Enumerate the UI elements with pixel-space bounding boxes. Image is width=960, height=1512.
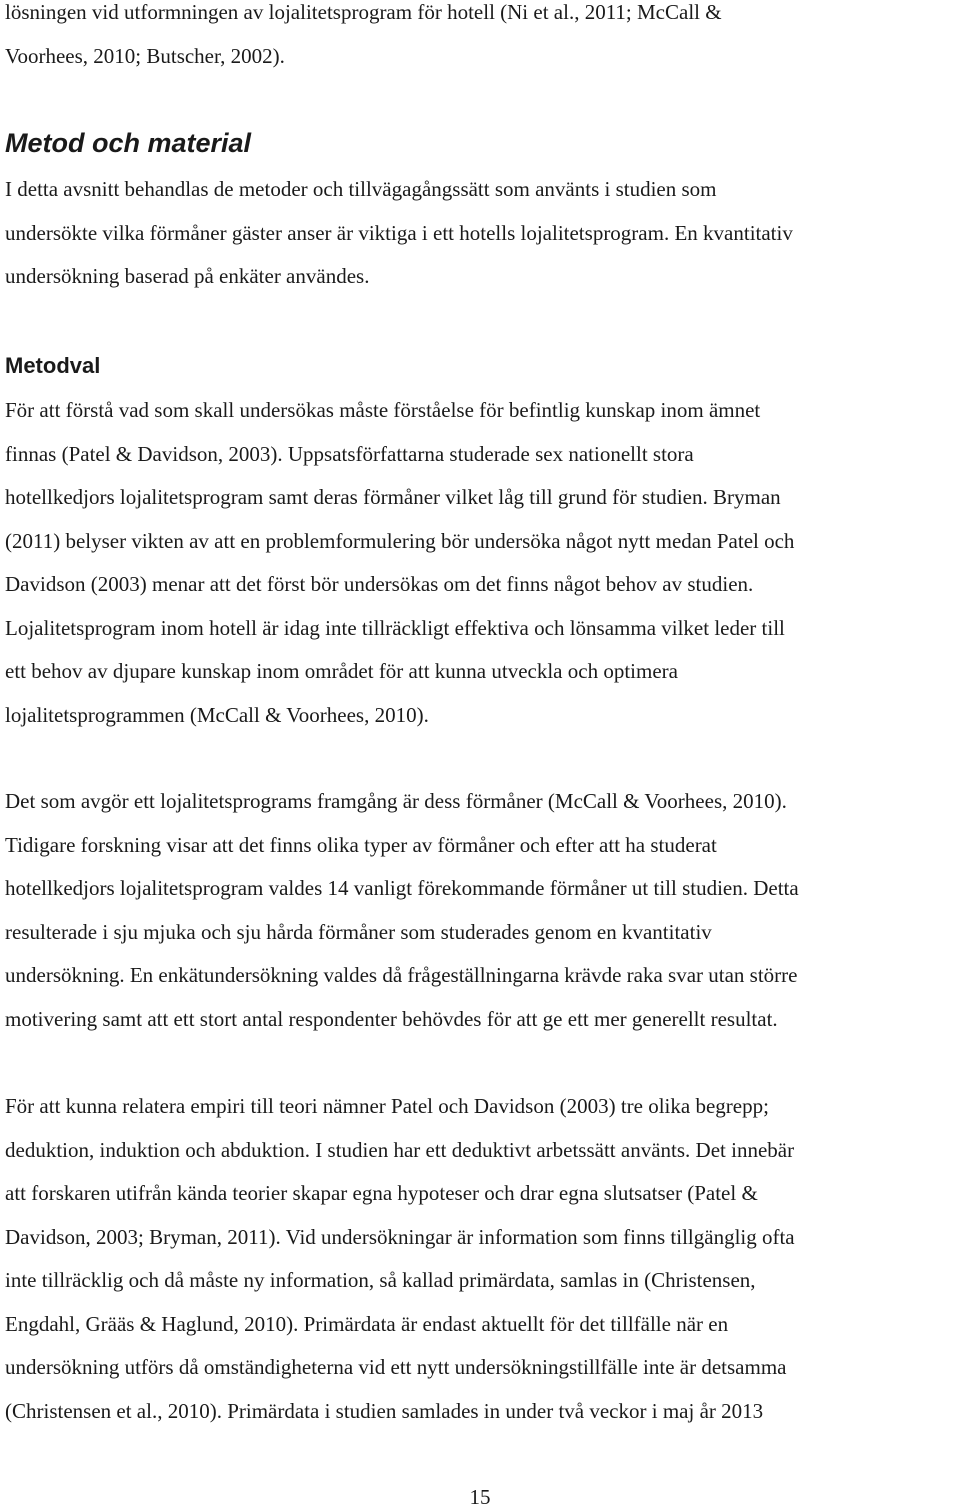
text-line: Det som avgör ett lojalitetsprograms framgång är dess förmåner (McCall & Voorhees, 2010).: [5, 789, 787, 813]
text-line: lösningen vid utformningen av lojalitetsprogram för hotell (Ni et al., 2011; McCall &: [5, 0, 722, 24]
text-line: För att kunna relatera empiri till teori nämner Patel och Davidson (2003) tre olika begrepp;: [5, 1094, 769, 1118]
text-line: att forskaren utifrån kända teorier skapar egna hypoteser och drar egna slutsatser (Patel &: [5, 1181, 758, 1205]
text-line: undersökning utförs då omständigheterna vid ett nytt undersökningstillfälle inte är detsamma: [5, 1355, 787, 1379]
text-line: hotellkedjors lojalitetsprogram valdes 14 vanligt förekommande förmåner ut till studien. Detta: [5, 876, 799, 900]
text-line: Tidigare forskning visar att det finns olika typer av förmåner och efter att ha studerat: [5, 832, 717, 857]
methodology-paragraph-3: [5, 1085, 795, 1433]
intro-paragraph: [5, 0, 722, 78]
text-line: inte tillräcklig och då måste ny information, så kallad primärdata, samlas in (Christensen,: [5, 1268, 756, 1292]
text-line: Engdahl, Grääs & Haglund, 2010). Primärdata är endast aktuellt för det tillfälle när en: [5, 1311, 729, 1336]
section-heading: Metod och material: [5, 128, 252, 158]
text-line: undersökning baserad på enkäter användes.: [5, 264, 370, 288]
subsection-heading: Metodval: [5, 353, 101, 378]
text-line: I detta avsnitt behandlas de metoder och tillvägagångssätt som använts i studien som: [5, 177, 717, 201]
text-line: (Christensen et al., 2010). Primärdata i studien samlades in under två veckor i maj år 2013: [5, 1398, 764, 1423]
text-line: Lojalitetsprogram inom hotell är idag inte tillräckligt effektiva och lönsamma vilket leder till: [5, 615, 785, 640]
text-line: lojalitetsprogrammen (McCall & Voorhees, 2010).: [5, 702, 429, 727]
text-line: undersökte vilka förmåner gäster anser är viktiga i ett hotells lojalitetsprogram. En kvantitativ: [5, 220, 793, 245]
text-line: finnas (Patel & Davidson, 2003). Uppsatsförfattarna studerade sex nationellt stora: [5, 441, 694, 466]
page-number: 15: [469, 1485, 491, 1509]
text-line: ett behov av djupare kunskap inom området för att kunna utveckla och optimera: [5, 659, 678, 683]
text-line: hotellkedjors lojalitetsprogram samt deras förmåner vilket låg till grund för studien. Bryman: [5, 485, 781, 509]
text-line: Voorhees, 2010; Butscher, 2002).: [5, 43, 285, 68]
text-line: (2011) belyser vikten av att en problemformulering bör undersöka något nytt medan Patel och: [5, 528, 795, 553]
text-line: Davidson, 2003; Bryman, 2011). Vid undersökningar är information som finns tillgänglig ofta: [5, 1224, 795, 1249]
text-line: resulterade i sju mjuka och sju hårda förmåner som studerades genom en kvantitativ: [5, 919, 712, 944]
text-line: Davidson (2003) menar att det först bör undersökas om det finns något behov av studien.: [5, 572, 754, 596]
section-intro-paragraph: [5, 168, 793, 299]
methodology-paragraph-1: [5, 389, 794, 737]
text-line: undersökning. En enkätundersökning valdes då frågeställningarna krävde raka svar utan större: [5, 963, 798, 987]
methodology-paragraph-2: [5, 780, 799, 1041]
text-line: För att förstå vad som skall undersökas måste förståelse för befintlig kunskap inom ämnet: [5, 398, 761, 422]
text-line: deduktion, induktion och abduktion. I studien har ett deduktivt arbetssätt använts. Det innebär: [5, 1137, 795, 1162]
text-line: motivering samt att ett stort antal respondenter behövdes för att ge ett mer generellt resultat.: [5, 1006, 778, 1031]
